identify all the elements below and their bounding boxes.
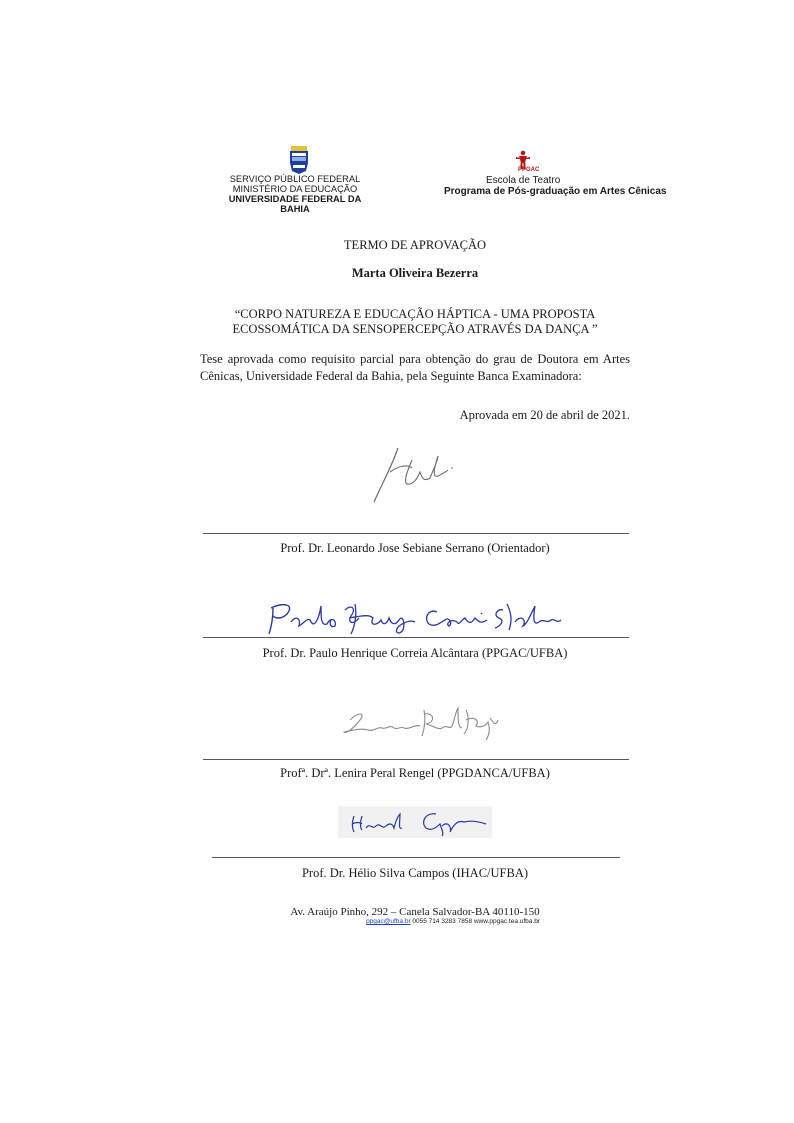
- thesis-title-line2: ECOSSOMÁTICA DA SENSOPERCEPÇÃO ATRAVÉS DA DANÇA ”: [232, 322, 598, 336]
- institution-header: [215, 148, 375, 214]
- program-school: Escola de Teatro: [486, 175, 561, 186]
- footer-address: Av. Araújo Pinho, 292 – Canela Salvador-BA 40110-150: [290, 906, 540, 918]
- committee-member-2: Prof. Dr. Paulo Henrique Correia Alcântara (PPGAC/UFBA): [262, 646, 568, 660]
- signature-paulo: [265, 596, 565, 638]
- committee-member-4: Prof. Dr. Hélio Silva Campos (IHAC/UFBA): [301, 866, 529, 880]
- program-name: Programa de Pós-graduação em Artes Cênicas: [444, 186, 667, 197]
- header-line-service: SERVIÇO PÚBLICO FEDERAL: [229, 174, 361, 184]
- signature-line-3: [203, 759, 629, 760]
- program-header: [430, 149, 667, 199]
- signature-leonardo: [368, 438, 458, 508]
- committee-member-1: Prof. Dr. Leonardo Jose Sebiane Serrano (Orientador): [280, 541, 550, 555]
- signature-helio: [340, 806, 490, 838]
- approval-date: Aprovada em 20 de abril de 2021.: [459, 408, 630, 422]
- candidate-name: Marta Oliveira Bezerra: [351, 266, 479, 280]
- signature-line-1: [203, 533, 629, 534]
- approval-statement: Tese aprovada como requisito parcial para obtenção do grau de Doutora em Artes Cênicas, Universidade Federal da Bahia, pela Seguinte Banca Examinadora:: [200, 352, 630, 383]
- footer-contact-info: 0055 714 3283 7858 www.ppgac.tea.ufba.br: [410, 918, 540, 925]
- signature-lenira: [340, 700, 500, 742]
- signature-line-2: [203, 637, 629, 638]
- header-line-ministry: MINISTÉRIO DA EDUCAÇÃO: [232, 184, 358, 194]
- signature-line-4: [212, 857, 620, 858]
- program-acronym: PPGAC: [518, 167, 540, 173]
- document-title: TERMO DE APROVAÇÃO: [343, 238, 487, 252]
- committee-member-3: Profª. Drª. Lenira Peral Rengel (PPGDANCA/UFBA): [280, 766, 550, 780]
- header-line-university: UNIVERSIDADE FEDERAL DA BAHIA: [228, 194, 362, 214]
- footer-email-link[interactable]: ppgac@ufba.br: [366, 918, 411, 925]
- footer-contact: [300, 918, 540, 925]
- thesis-title-line1: “CORPO NATUREZA E EDUCAÇÃO HÁPTICA - UMA PROPOSTA: [234, 307, 596, 321]
